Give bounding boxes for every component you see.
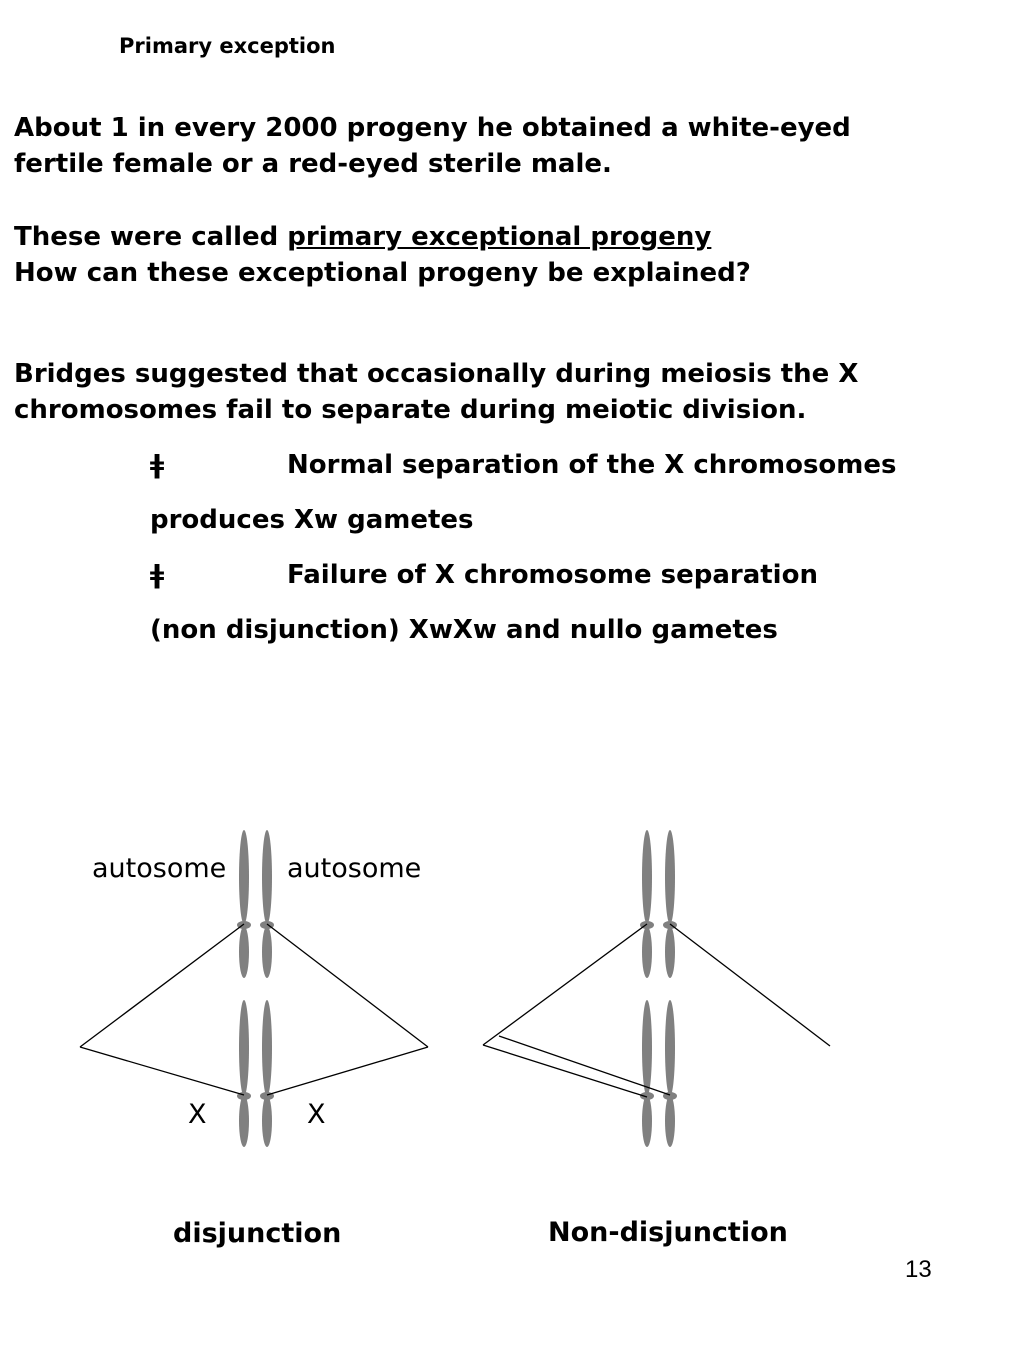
intro-line-2: fertile female or a red-eyed sterile male. [14,149,612,179]
intro-paragraph [14,110,851,182]
chromosome-arm [665,926,675,978]
called-question: How can these exceptional progeny be explained? [14,258,751,288]
chromosome-arm [642,830,652,924]
nondisjunction-chromosomes [640,830,677,1147]
spindle-line [267,924,428,1047]
called-prefix: These were called [14,222,288,252]
chromosome-arm [262,830,272,924]
chromosome-arm [239,1000,249,1096]
bullet-mark: ǂ [150,560,165,590]
bridges-line-2: chromosomes fail to separate during meiotic division. [14,395,807,425]
meiosis-diagram [0,820,1024,1260]
caption-nondisjunction: Non-disjunction [548,1217,788,1248]
chromosome-arm [262,1000,272,1096]
spindle-line [483,1045,647,1097]
page-number: 13 [905,1256,932,1283]
bullet-mark: ǂ [150,450,165,480]
called-line [14,219,751,255]
spindle-line [80,924,244,1047]
label-autosome-right: autosome [287,853,422,884]
bridges-paragraph [14,356,858,428]
chromosome-arm [239,1095,249,1147]
chromosome-arm [665,1000,675,1096]
chromosome-arm [642,1000,652,1096]
slide-title: Primary exception [119,34,336,58]
chromosome-arm [665,1095,675,1147]
chromosome-arm [665,830,675,924]
label-autosome-left: autosome [92,853,227,884]
chromosome-arm [642,926,652,978]
label-x-right: X [307,1099,326,1130]
chromosome-arm [239,830,249,924]
bullet-continuation: (non disjunction) XwXw and nullo gametes [150,615,778,645]
spindle-line [670,924,830,1046]
bullet-text: Failure of X chromosome separation [287,560,818,590]
label-x-left: X [188,1099,207,1130]
chromosome-arm [239,926,249,978]
called-paragraph [14,219,751,291]
bridges-line-1: Bridges suggested that occasionally during meiosis the X [14,359,859,389]
bullet-continuation: produces Xw gametes [150,505,474,535]
disjunction-chromosomes [237,830,274,1147]
intro-line-1: About 1 in every 2000 progeny he obtained a white-eyed [14,113,851,143]
nondisjunction-spindle [483,924,830,1097]
spindle-line [483,924,647,1045]
spindle-line [267,1047,428,1095]
spindle-line [80,1047,244,1095]
chromosome-arm [262,926,272,978]
bullet-text: Normal separation of the X chromosomes [287,450,897,480]
chromosome-arm [262,1095,272,1147]
chromosome-arm [642,1095,652,1147]
caption-disjunction: disjunction [173,1218,342,1249]
called-term: primary exceptional progeny [287,222,712,252]
disjunction-spindle [80,924,428,1095]
